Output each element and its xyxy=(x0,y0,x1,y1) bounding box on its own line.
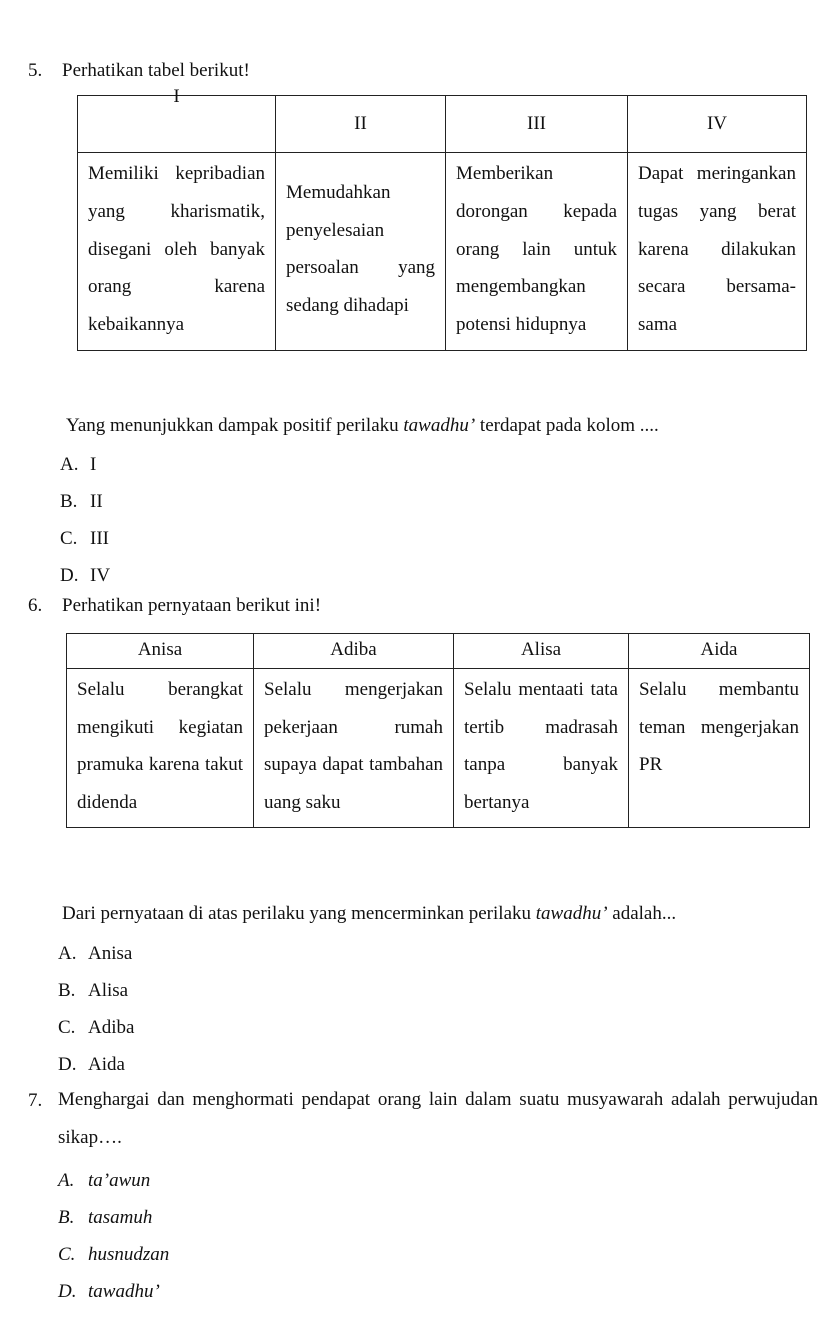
q5-header-iii: III xyxy=(446,96,628,153)
q6-cell-alisa: Selalu mentaati tata tertib madrasah tanpa banyak bertanya xyxy=(454,669,629,828)
q5-table xyxy=(77,86,807,351)
q5-option-b[interactable]: B. II xyxy=(60,491,103,512)
q7-question: Menghargai dan menghormati pendapat orang lain dalam suatu musyawarah adalah perwujudan sikap…. xyxy=(58,1089,818,1148)
q5-question-term: tawadhu’ xyxy=(403,415,476,436)
q6-header-adiba: Adiba xyxy=(254,634,454,669)
q6-question: Dari pernyataan di atas perilaku yang mencerminkan perilaku tawadhu’ adalah... xyxy=(62,903,677,924)
q7-option-c[interactable]: C. husnudzan xyxy=(58,1244,170,1265)
q5-cell-i: Memiliki kepribadian yang kharismatik, disegani oleh banyak orang karena kebaikannya xyxy=(78,153,276,351)
q6-option-a[interactable]: A. Anisa xyxy=(58,943,133,964)
q7-number: 7. xyxy=(28,1090,43,1111)
q5-header-iv: IV xyxy=(628,96,807,153)
q5-cell-iv: Dapat meringankan tugas yang berat karena dilakukan secara bersama-sama xyxy=(628,153,807,351)
q6-header-anisa: Anisa xyxy=(67,634,254,669)
q6-cell-aida: Selalu membantu teman mengerjakan PR xyxy=(629,669,810,828)
q5-number: 5. xyxy=(28,60,43,81)
q6-number: 6. xyxy=(28,595,43,616)
q5-option-d[interactable]: D. IV xyxy=(60,565,111,586)
q6-option-d[interactable]: D. Aida xyxy=(58,1054,125,1075)
q7-option-b[interactable]: B. tasamuh xyxy=(58,1207,153,1228)
q7-block xyxy=(28,1090,818,1166)
q6-title xyxy=(28,595,321,617)
q6-options xyxy=(58,935,134,1083)
q7-option-d[interactable]: D. tawadhu’ xyxy=(58,1281,160,1302)
q7-options xyxy=(58,1162,169,1310)
q5-title xyxy=(28,60,250,82)
q5-cell-iii: Memberikan dorongan kepada orang lain untuk mengembangkan potensi hidupnya xyxy=(446,153,628,351)
q6-option-c[interactable]: C. Adiba xyxy=(58,1017,135,1038)
q5-option-a[interactable]: A. I xyxy=(60,454,97,475)
q6-cell-adiba: Selalu mengerjakan pekerjaan rumah supaya dapat tambahan uang saku xyxy=(254,669,454,828)
q6-header-aida: Aida xyxy=(629,634,810,669)
q6-cell-anisa: Selalu berangkat mengikuti kegiatan pramuka karena takut didenda xyxy=(67,669,254,828)
q6-question-term: tawadhu’ xyxy=(535,903,608,924)
q6-option-b[interactable]: B. Alisa xyxy=(58,980,129,1001)
q7-option-a[interactable]: A. ta’awun xyxy=(58,1170,151,1191)
q6-table xyxy=(66,633,810,828)
q5-question: Yang menunjukkan dampak positif perilaku tawadhu’ terdapat pada kolom .... xyxy=(66,415,659,436)
q5-cell-ii: Memudahkan penyelesaian persoalan yang sedang dihadapi xyxy=(276,153,446,351)
q6-header-alisa: Alisa xyxy=(454,634,629,669)
q5-instruction: Perhatikan tabel berikut! xyxy=(62,60,250,81)
q5-header-i: I xyxy=(78,96,276,153)
q5-option-c[interactable]: C. III xyxy=(60,528,109,549)
q6-instruction: Perhatikan pernyataan berikut ini! xyxy=(62,595,322,616)
q5-header-ii: II xyxy=(276,96,446,153)
q5-options xyxy=(60,446,110,594)
